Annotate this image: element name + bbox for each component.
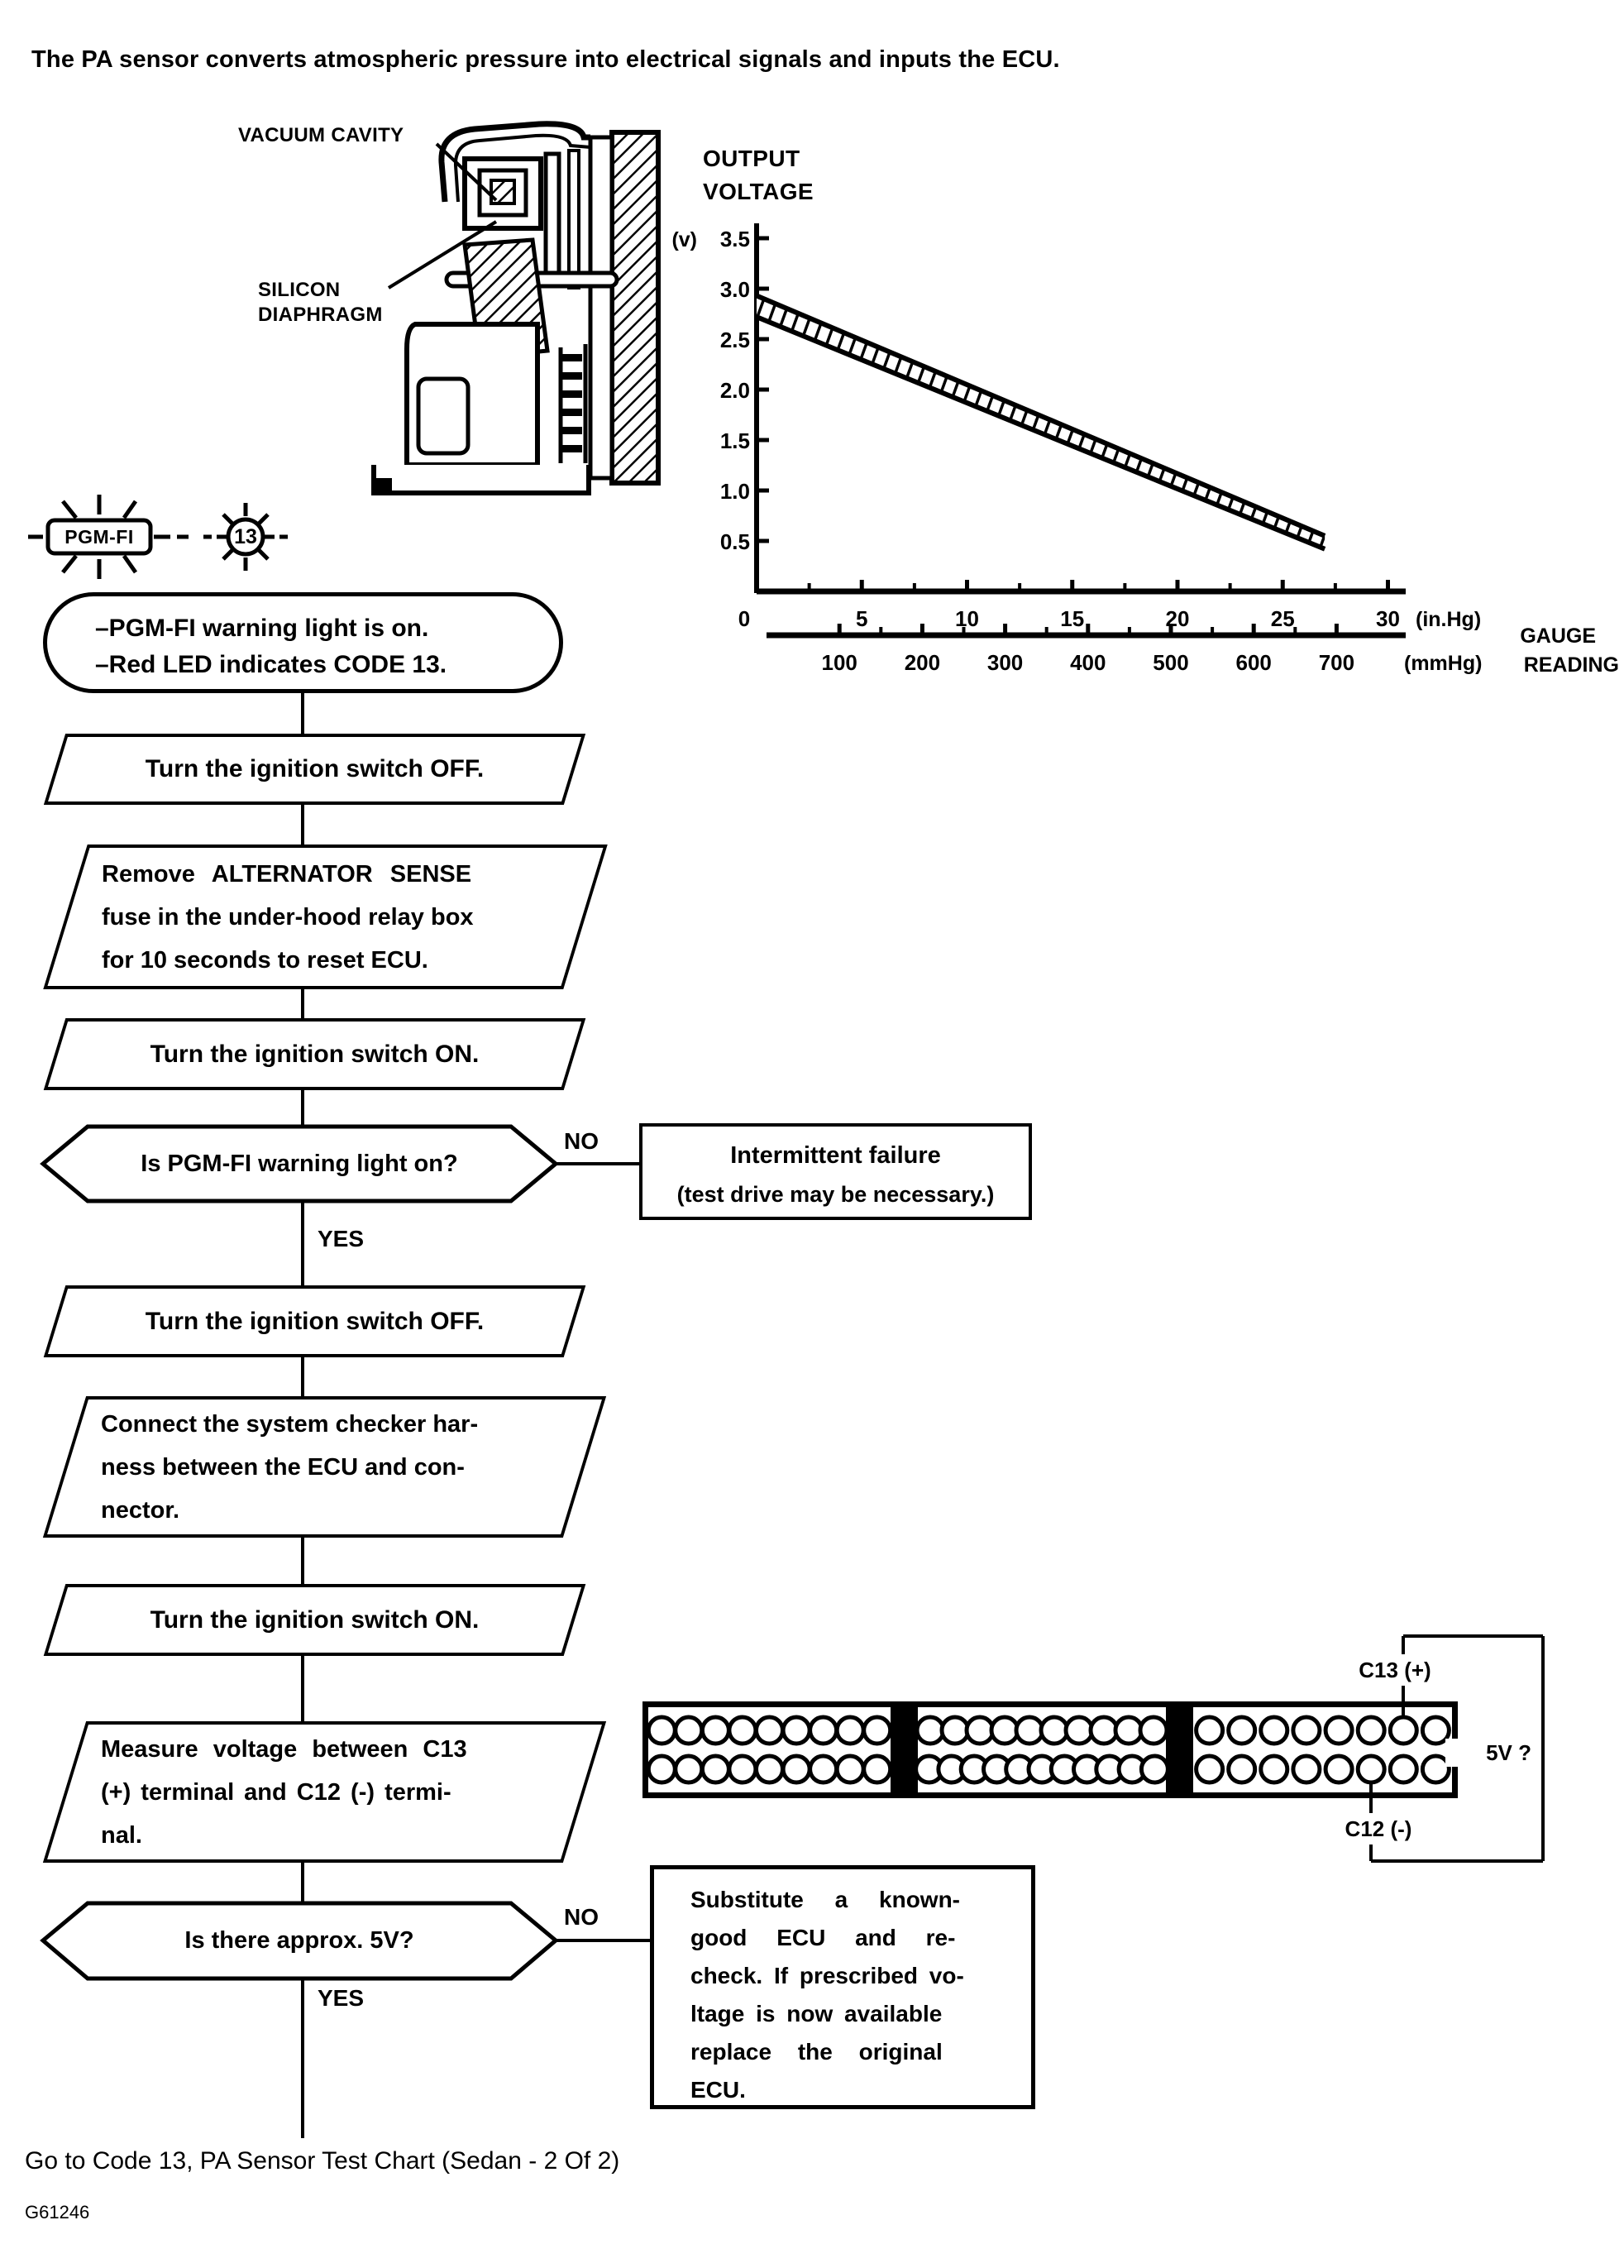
decision-5v-text: Is there approx. 5V? — [184, 1927, 414, 1954]
svg-text:1.5: 1.5 — [719, 428, 750, 453]
flow-start-text: –PGM-FI warning light is on. –Red LED indicates CODE 13. — [95, 615, 447, 678]
flow-step-remove-fuse — [43, 845, 608, 989]
svg-text:400: 400 — [1070, 650, 1106, 675]
output-voltage-chart — [671, 223, 1619, 677]
yes-branch-label: YES — [318, 1226, 365, 1251]
svg-text:300: 300 — [986, 650, 1024, 675]
c12-terminal-label: C12 (-) — [1316, 1813, 1440, 1845]
flow-step-text: Turn the ignition switch ON. — [150, 1040, 480, 1068]
no-branch-label: NO — [564, 1904, 599, 1930]
connector-section-divider — [891, 1701, 918, 1798]
flow-step-measure-voltage — [43, 1721, 606, 1863]
flow-step-text: Connect the system checker har- ness between the ECU and con- nector. — [101, 1410, 479, 1524]
svg-text:0.5: 0.5 — [719, 529, 750, 554]
pgm-fi-icon-label: PGM-FI — [64, 525, 134, 548]
svg-text:2.0: 2.0 — [719, 378, 750, 403]
svg-text:2.5: 2.5 — [719, 328, 750, 352]
svg-text:5: 5 — [856, 606, 868, 631]
vacuum-cavity-label: VACUUM CAVITY — [238, 124, 404, 146]
svg-text:(v): (v) — [671, 228, 697, 251]
svg-text:20: 20 — [1165, 606, 1190, 631]
chart-title: OUTPUT VOLTAGE — [703, 146, 814, 204]
svg-text:GAUGE: GAUGE — [1520, 624, 1596, 648]
connector-section-divider — [1166, 1701, 1193, 1798]
voltage-question-label: 5V ? — [1445, 1739, 1531, 1767]
yes-branch-label: YES — [318, 1985, 365, 2011]
flow-step-ignition-on-2 — [44, 1584, 586, 1656]
svg-text:200: 200 — [904, 650, 941, 675]
svg-text:15: 15 — [1060, 606, 1085, 631]
goto-reference-text: Go to Code 13, PA Sensor Test Chart (Sedan - 2 Of 2) — [25, 2147, 620, 2175]
svg-text:100: 100 — [821, 650, 857, 675]
intro-text: The PA sensor converts atmospheric pressure into electrical signals and inputs the ECU. — [31, 46, 1060, 73]
svg-text:30: 30 — [1376, 606, 1400, 631]
flow-step-text: Remove ALTERNATOR SENSE fuse in the under-hood relay box for 10 seconds to reset ECU. — [102, 860, 474, 974]
svg-text:(in.Hg): (in.Hg) — [1416, 608, 1482, 631]
svg-text:0: 0 — [738, 606, 751, 631]
result-intermittent-failure: Intermittent failure (test drive may be necessary.) — [639, 1123, 1032, 1220]
flow-step-text: Turn the ignition switch OFF. — [145, 1307, 485, 1335]
svg-text:25: 25 — [1270, 606, 1295, 631]
flow-step-text: Measure voltage between C13 (+) terminal and C12 (-) termi- nal. — [101, 1735, 467, 1849]
ecu-connector-body — [642, 1701, 1458, 1798]
svg-text:1.0: 1.0 — [719, 479, 750, 504]
svg-text:(mmHg): (mmHg) — [1404, 652, 1483, 675]
flow-step-connect-checker — [43, 1396, 606, 1538]
svg-text:10: 10 — [955, 606, 979, 631]
pa-sensor-cross-section-diagram — [374, 124, 658, 493]
svg-text:600: 600 — [1235, 650, 1272, 675]
flow-start-terminator — [43, 592, 563, 693]
flow-step-text: Turn the ignition switch OFF. — [145, 755, 485, 782]
svg-text:700: 700 — [1318, 650, 1355, 675]
svg-text:3.0: 3.0 — [719, 277, 750, 302]
svg-text:500: 500 — [1153, 650, 1189, 675]
code-13-icon-label: 13 — [234, 524, 257, 548]
flow-step-ignition-off-2 — [44, 1285, 586, 1357]
decision-warning-light-text: Is PGM-FI warning light on? — [141, 1150, 458, 1177]
no-branch-label: NO — [564, 1128, 599, 1154]
silicon-diaphragm-label: SILICON DIAPHRAGM — [258, 279, 383, 326]
flow-step-ignition-on — [44, 1018, 586, 1090]
flow-step-ignition-off — [44, 734, 585, 805]
figure-code: G61246 — [25, 2202, 90, 2223]
svg-text:3.5: 3.5 — [719, 227, 750, 251]
svg-text:READING: READING — [1523, 653, 1619, 677]
result-substitute-ecu: Substitute a known- good ECU and re- check. If prescribed vo- ltage is now available replace the original ECU. — [650, 1865, 1035, 2109]
c13-terminal-label: C13 (+) — [1333, 1654, 1457, 1686]
flow-step-text: Turn the ignition switch ON. — [150, 1605, 480, 1634]
